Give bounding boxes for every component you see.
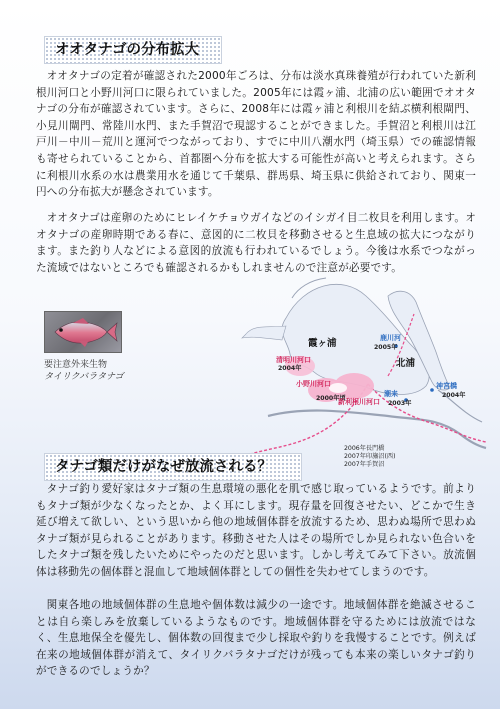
label-shintone: 新利根川河口 <box>338 398 380 406</box>
label-jingu-year: 2004年 <box>442 392 466 399</box>
label-jingu-bridge: 神宮橋 <box>436 382 457 390</box>
label-kitaura: 北浦 <box>396 358 416 369</box>
label-itako-year: 2003年 <box>388 400 412 407</box>
paragraph-distribution-1: オオタナゴの定着が確認された2000年ごろは、分布は淡水真珠養殖が行われていた新利根川河口と小野川河口に限られていました。2005年には霞ヶ浦、北浦の広い範囲でオオタナゴの分布が確認されています。さらに、2008年には霞ヶ浦と利根川を結ぶ横利根閘門、小見川閘門、常陸川水門、また手賀沼で現認することができました。手賀沼と利根川は江戸川－中川－荒川と運河でつながっており、すでに中川八潮水門（埼玉県）での確認情報も寄せられていることから、首都圏へ分布を拡大する可能性が高いと考えられます。さらに利根川水系の水は農業用水を通じて千葉県、群馬県、埼玉県に供給されており、関東一円への分布拡大が懸念されています。 <box>36 70 476 199</box>
distribution-map <box>238 266 490 476</box>
lake-inlet <box>242 326 286 340</box>
tone-river <box>268 411 486 448</box>
label-seimei-year: 2004年 <box>278 365 302 372</box>
section-title-distribution: オオタナゴの分布拡大 <box>44 36 222 64</box>
history-item: 2007年手賀沼 <box>344 461 385 468</box>
photo-caption-species: タイリクバラタナゴ <box>44 372 124 382</box>
site-dot-jingu <box>430 388 434 392</box>
label-onogawa-year: 2000年頃 <box>316 395 346 402</box>
paragraph-distribution-2: オオタナゴは産卵のためにヒレイケチョウガイなどのイシガイ目二枚貝を利用します。オオタナゴの産卵時期である春に、意図的に二枚貝を移動させると生息域の拡大につながります。また釣り人などによる意図的放流も行われているでしょう。今後は水系でつながった流域ではないところでも確認されるかもしれませんので注意が必要です。 <box>36 212 476 274</box>
label-onogawa: 小野川河口 <box>296 380 331 388</box>
fish-photo <box>44 311 122 353</box>
section-title-release: タナゴ類だけがなぜ放流される？ <box>44 453 302 481</box>
label-kasumigaura: 霞ヶ浦 <box>308 338 337 349</box>
label-seimei-river: 清明川河口 <box>276 356 311 364</box>
history-item: 2006年長門橋 <box>344 445 385 452</box>
label-kashima-year: 2005年 <box>374 344 398 351</box>
photo-caption-label: 要注意外来生物 <box>44 360 108 370</box>
rose-bitterling-icon <box>45 312 121 352</box>
history-item: 2007年印旛沼(西) <box>344 453 396 460</box>
label-itako: 潮来 <box>384 390 398 398</box>
source-core-marker <box>329 383 347 393</box>
paragraph-release-1: タナゴ釣り愛好家はタナゴ類の生息環境の悪化を肌で感じ取っているようです。前よりもタナゴ類が少なくなったとか、よく耳にします。現存量を回復させたい、どこかで生き延び増えて欲しい、という思いから他の地域個体群を放流するため、思わぬ場所で思わぬタナゴ類が見られることがあります。移動させた人はその場所でしか見られない色合いをしたタナゴ類を残したいためにやったのだと思います。しかし考えてみて下さい。放流個体は移動先の個体群と混血して地域個体群としての個性を失わせてしまうのです。 <box>36 483 476 578</box>
paragraph-release-2: 関東各地の地域個体群の生息地や個体数は減少の一途です。地域個体群を絶滅させることは自ら楽しみを放棄しているようなものです。地域個体群を守るためには放流ではなく、生息地保全を優先し、個体数の回復まで少し採取や釣りを我慢することです。例えば在来の地域個体群が消えて、タイリクバラタナゴだけが残っても本来の楽しいタナゴ釣りができるのでしょうか？ <box>36 599 476 678</box>
label-kashima: 鹿川河 <box>380 334 401 342</box>
